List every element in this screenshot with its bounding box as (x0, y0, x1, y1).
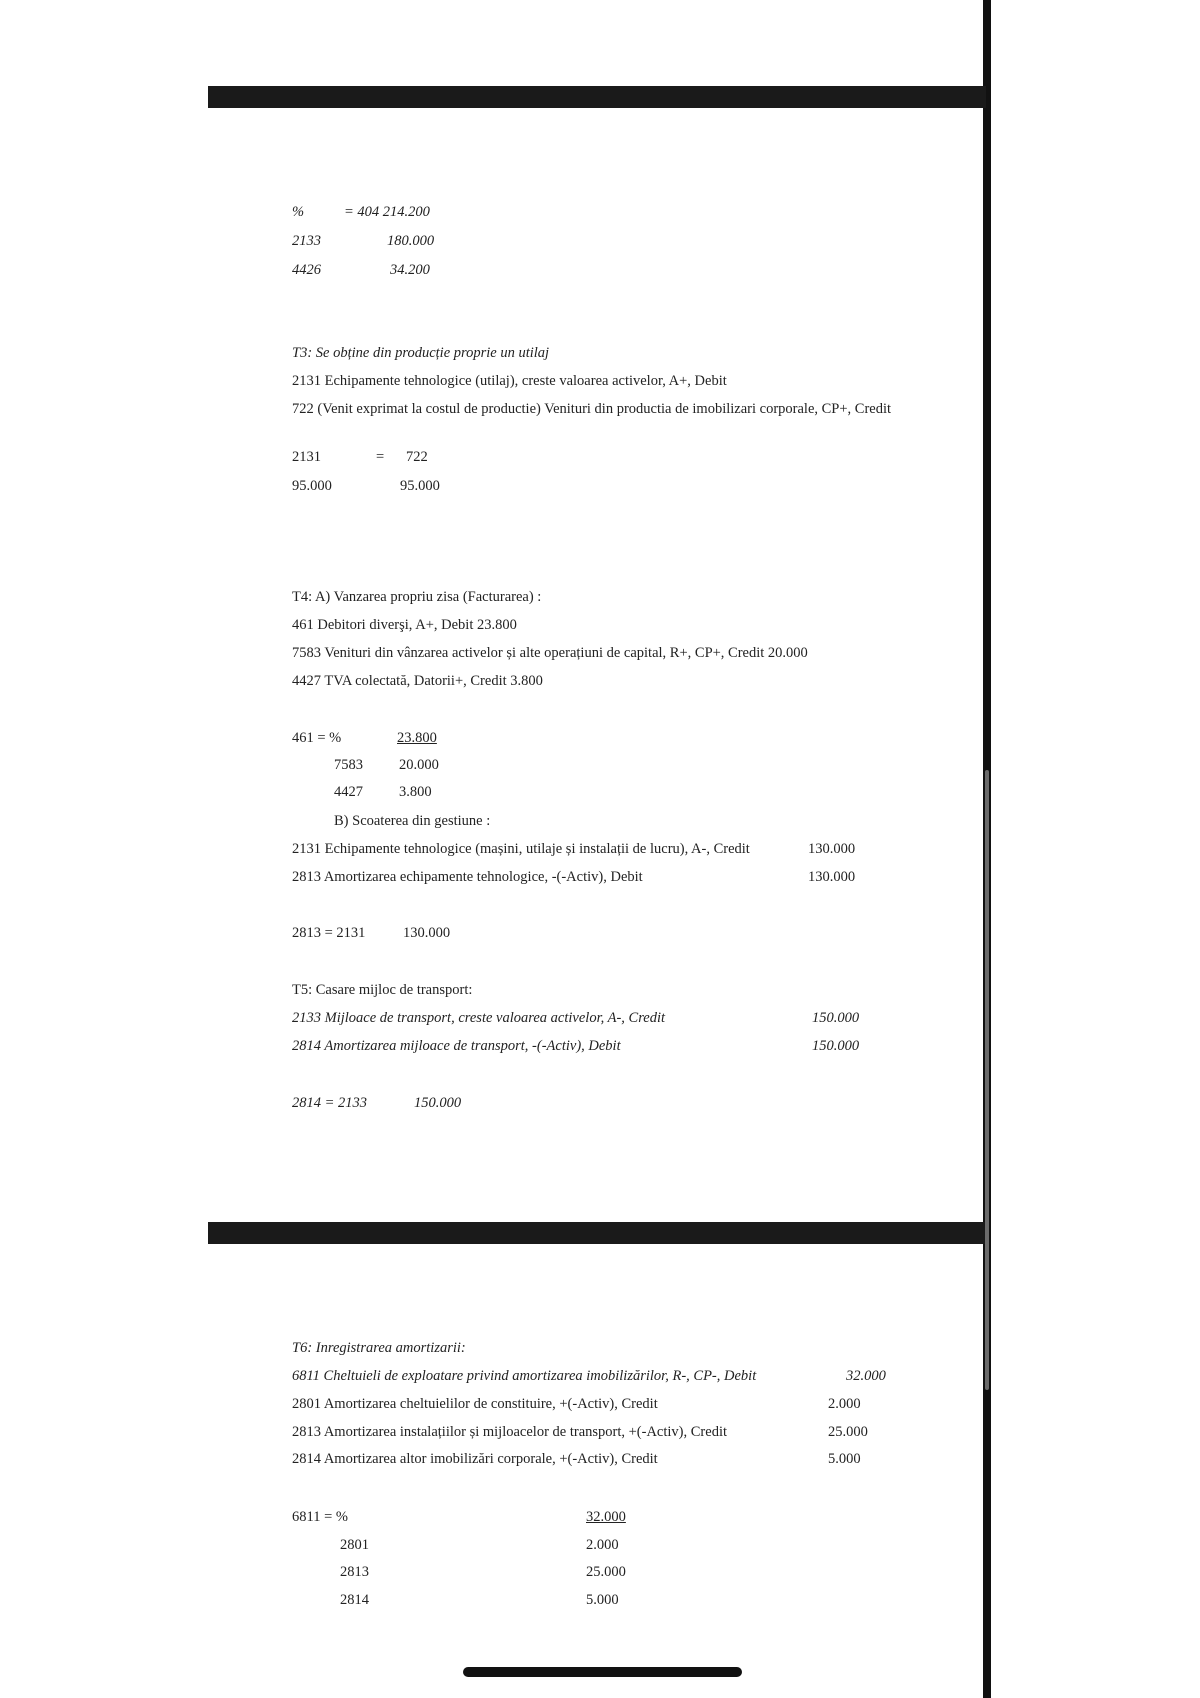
entry-percent: % (292, 204, 305, 220)
t6-value: 5.000 (828, 1451, 861, 1467)
t5-journal-value: 150.000 (414, 1095, 462, 1111)
t6-line: 6811 Cheltuieli de exploatare privind amortizarea imobilizărilor, R-, CP-, Debit (292, 1368, 757, 1384)
t4-title: T4: A) Vanzarea propriu zisa (Facturarea) : (292, 589, 542, 605)
t4-line: 7583 Venituri din vânzarea activelor și alte operațiuni de capital, R+, CP+, Credit 20.000 (292, 645, 808, 661)
t3-value: 95.000 (400, 478, 440, 494)
t6-journal-account: 2801 (340, 1537, 369, 1553)
t3-value: 95.000 (292, 478, 332, 494)
t5-line: 2814 Amortizarea mijloace de transport, -(-Activ), Debit (292, 1038, 621, 1054)
t4-journal-account: 7583 (334, 757, 363, 773)
t6-journal-total: 32.000 (586, 1509, 626, 1525)
t6-journal-value: 5.000 (586, 1592, 619, 1608)
t4-journal2-value: 130.000 (403, 925, 451, 941)
t5-value: 150.000 (812, 1038, 860, 1054)
t6-journal-account: 2813 (340, 1564, 369, 1580)
t4-line: 4427 TVA colectată, Datorii+, Credit 3.800 (292, 673, 543, 689)
t6-journal-account: 2814 (340, 1592, 369, 1608)
t4-journal-head: 461 = % (292, 730, 342, 746)
t4-b-value: 130.000 (808, 869, 856, 885)
t4-b-title: B) Scoaterea din gestiune : (334, 813, 491, 829)
t6-line: 2813 Amortizarea instalațiilor și mijloacelor de transport, +(-Activ), Credit (292, 1424, 727, 1440)
t6-value: 2.000 (828, 1396, 861, 1412)
t6-title: T6: Inregistrarea amortizarii: (292, 1340, 466, 1356)
t6-value: 32.000 (846, 1368, 886, 1384)
entry-404-value: = 404 214.200 (344, 204, 430, 220)
t5-line: 2133 Mijloace de transport, creste valoarea activelor, A-, Credit (292, 1010, 666, 1026)
t4-journal-total: 23.800 (397, 730, 437, 746)
t3-title: T3: Se obține din producție proprie un utilaj (292, 345, 550, 361)
t3-line: 722 (Venit exprimat la costul de productie) Venituri din productia de imobilizari corporale, CP+, Credit (292, 401, 892, 417)
t5-value: 150.000 (812, 1010, 860, 1026)
t4-journal-value: 3.800 (399, 784, 432, 800)
entry-value: 34.200 (390, 262, 430, 278)
t4-b-line: 2813 Amortizarea echipamente tehnologice, -(-Activ), Debit (292, 869, 643, 885)
t6-journal-value: 25.000 (586, 1564, 626, 1580)
home-indicator[interactable] (463, 1667, 742, 1677)
entry-account: 2133 (292, 233, 321, 249)
t3-eq-sign: = (376, 449, 385, 465)
t6-journal-value: 2.000 (586, 1537, 619, 1553)
t6-line: 2801 Amortizarea cheltuielilor de constituire, +(-Activ), Credit (292, 1396, 658, 1412)
t4-journal-account: 4427 (334, 784, 363, 800)
entry-account: 4426 (292, 262, 321, 278)
t3-line: 2131 Echipamente tehnologice (utilaj), creste valoarea activelor, A+, Debit (292, 373, 727, 389)
t6-line: 2814 Amortizarea altor imobilizări corporale, +(-Activ), Credit (292, 1451, 658, 1467)
page-separator-bottom (208, 1222, 986, 1244)
t5-journal-eq: 2814 = 2133 (292, 1095, 368, 1111)
t4-b-value: 130.000 (808, 841, 856, 857)
t3-eq-credit: 722 (406, 449, 428, 465)
t6-value: 25.000 (828, 1424, 868, 1440)
t4-journal-value: 20.000 (399, 757, 439, 773)
t4-line: 461 Debitori diverşi, A+, Debit 23.800 (292, 617, 517, 633)
t4-b-line: 2131 Echipamente tehnologice (mașini, utilaje și instalații de lucru), A-, Credit (292, 841, 750, 857)
t6-journal-head: 6811 = % (292, 1509, 348, 1525)
scroll-indicator[interactable] (985, 770, 989, 1390)
page-separator-top (208, 86, 986, 108)
t4-journal2-eq: 2813 = 2131 (292, 925, 366, 941)
entry-value: 180.000 (387, 233, 435, 249)
t5-title: T5: Casare mijloc de transport: (292, 982, 473, 998)
t3-eq-debit: 2131 (292, 449, 321, 465)
